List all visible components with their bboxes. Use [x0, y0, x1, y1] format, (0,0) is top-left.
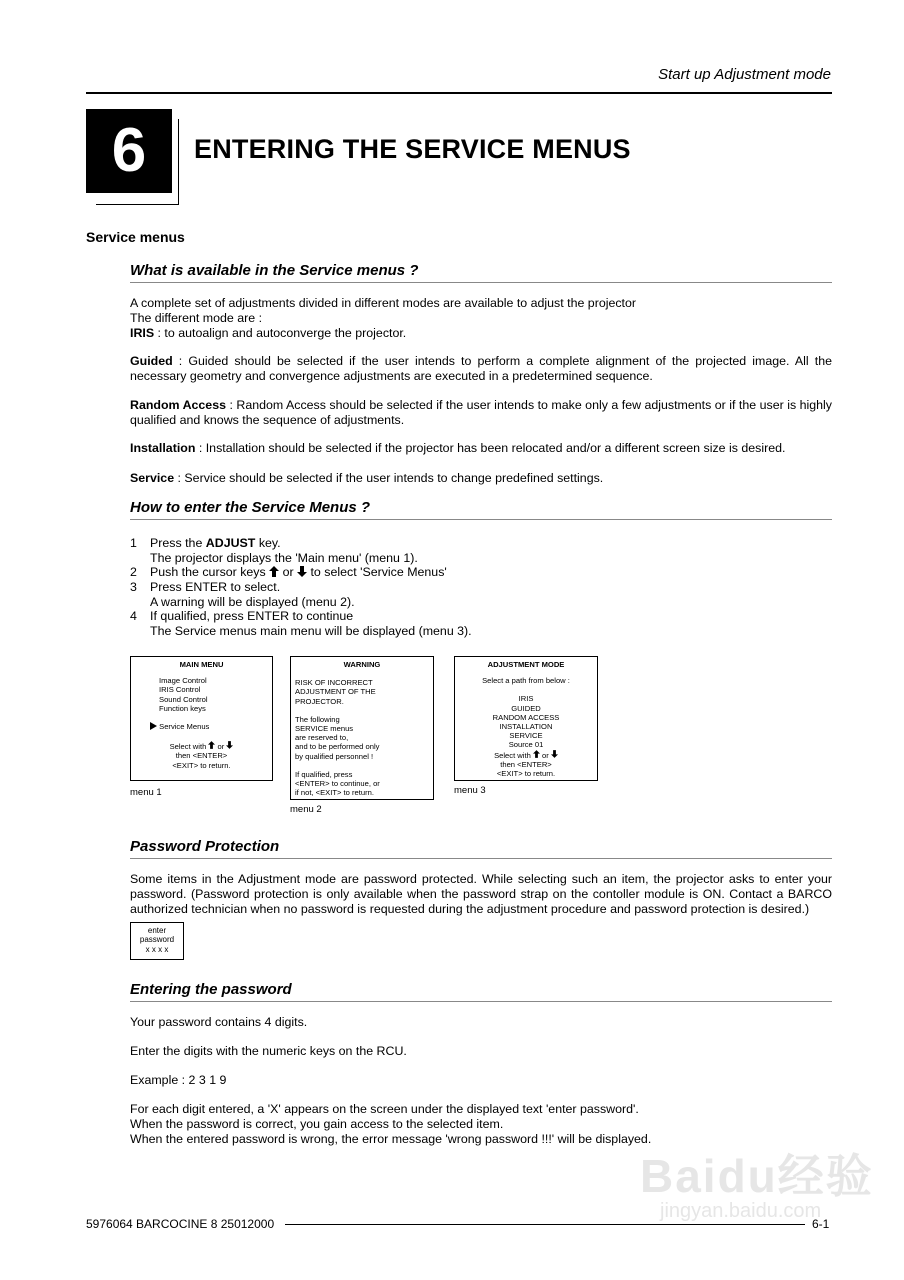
text-line: When the password is correct, you gain access to the selected item.	[130, 1117, 504, 1131]
menu-1-main-menu	[130, 656, 273, 781]
warning-line: if not, <EXIT> to return.	[295, 788, 374, 798]
guided-description	[130, 354, 832, 384]
term: Installation	[130, 441, 196, 455]
term: IRIS	[130, 326, 155, 340]
paragraph: Example : 2 3 1 9	[130, 1073, 227, 1087]
warning-line: If qualified, press	[295, 769, 353, 779]
menu-footer-line	[455, 750, 597, 760]
step-2	[150, 565, 447, 580]
menu-title: MAIN MENU	[179, 660, 224, 669]
watermark-logo: Baidu经验	[640, 1150, 874, 1202]
footer-doc-id: 5976064 BARCOCINE 8 25012000	[86, 1217, 275, 1231]
menu-selected-item	[150, 722, 272, 731]
intro-line: A complete set of adjustments divided in different modes are available to adjust the projector	[130, 296, 637, 310]
box-line: enter	[147, 926, 167, 935]
menu-caption: menu 3	[454, 785, 486, 796]
arrow-down-icon	[226, 741, 233, 749]
menu-footer	[131, 741, 272, 770]
footer-text: Select with	[169, 742, 209, 752]
definition: : to autoalign and autoconverge the projector.	[154, 326, 407, 340]
menu-footer-line: then <ENTER>	[500, 759, 552, 769]
step-number: 1	[130, 536, 137, 550]
section-title: Service menus	[86, 229, 185, 245]
footer-text: or	[539, 750, 551, 760]
menu-item: IRIS Control	[159, 685, 201, 695]
warning-line: and to be performed only	[295, 742, 380, 752]
step-number: 3	[130, 580, 137, 594]
menu-item: Sound Control	[159, 694, 208, 704]
subheading-entering: Entering the password	[130, 981, 292, 998]
warning-line: by qualified personnel !	[295, 751, 374, 761]
watermark-url: jingyan.baidu.com	[660, 1200, 822, 1222]
arrow-up-icon	[269, 566, 279, 577]
step-text: or	[279, 565, 298, 579]
menu-item: Image Control	[159, 676, 207, 686]
page-number: 6-1	[812, 1217, 830, 1231]
menu-caption: menu 1	[130, 787, 162, 798]
step-3-detail: A warning will be displayed (menu 2).	[150, 595, 355, 609]
menu-item: SERVICE	[509, 731, 543, 741]
menu-2-warning	[290, 656, 434, 800]
warning-line: SERVICE menus	[295, 724, 354, 734]
menu-footer-line: <EXIT> to return.	[496, 769, 556, 779]
subheading-password: Password Protection	[130, 838, 280, 855]
arrow-down-icon	[551, 750, 558, 758]
warning-line: RISK OF INCORRECT	[295, 678, 373, 688]
step-4: If qualified, press ENTER to continue	[150, 609, 354, 623]
chapter-box-shadow	[96, 204, 179, 205]
menu-3-adjustment-mode	[454, 656, 598, 781]
spacer	[295, 706, 433, 715]
header-rule	[86, 92, 832, 94]
menu-item: Service Menus	[159, 722, 210, 732]
running-header: Start up Adjustment mode	[658, 66, 831, 83]
menu-footer-line: then <ENTER>	[175, 751, 228, 761]
step-text: Press the	[150, 536, 206, 550]
subheading-rule	[130, 282, 832, 283]
arrow-up-icon	[533, 750, 540, 758]
warning-line: The following	[295, 714, 340, 724]
subheading-howto: How to enter the Service Menus ?	[130, 499, 371, 516]
menu-footer-line: <EXIT> to return.	[172, 760, 231, 770]
intro-paragraph	[130, 296, 832, 341]
box-line: x x x x	[145, 944, 169, 954]
definition: : Service should be selected if the user intends to change predefined settings.	[174, 471, 604, 485]
warning-line: <ENTER> to continue, or	[295, 779, 380, 789]
menu-item: INSTALLATION	[499, 722, 553, 732]
menu-items	[455, 694, 597, 778]
term: Service	[130, 471, 175, 485]
warning-line: are reserved to,	[295, 733, 349, 743]
iris-description	[130, 326, 832, 341]
random-access-description	[130, 398, 832, 428]
step-1-detail: The projector displays the 'Main menu' (menu 1).	[150, 551, 418, 565]
arrow-down-icon	[297, 566, 307, 577]
paragraph: Your password contains 4 digits.	[130, 1015, 308, 1029]
text-line: When the entered password is wrong, the error message 'wrong password !!!' will be displayed.	[130, 1132, 652, 1146]
footer-text: Select with	[494, 750, 533, 760]
warning-line: ADJUSTMENT OF THE	[295, 687, 376, 697]
intro-line: The different mode are :	[130, 311, 263, 325]
menu-item: Source 01	[508, 740, 544, 750]
subheading-rule	[130, 519, 832, 520]
step-text: to select 'Service Menus'	[307, 565, 447, 579]
text-line: For each digit entered, a 'X' appears on the screen under the displayed text 'enter password'.	[130, 1102, 639, 1116]
definition: : Guided should be selected if the user intends to perform a complete alignment of the projected image. All the necessary geometry and convergence adjustments are executed in a predetermined sequence.	[130, 354, 832, 383]
menu-title: WARNING	[343, 660, 381, 669]
definition: : Installation should be selected if the projector has been relocated and/or a different screen size is desired.	[195, 441, 786, 455]
installation-description	[130, 441, 832, 456]
footer-rule	[285, 1224, 805, 1225]
menu-item: GUIDED	[511, 703, 541, 713]
chapter-number-box: 6	[86, 109, 172, 193]
menu-items	[159, 676, 272, 713]
subheading-rule	[130, 858, 832, 859]
term: Random Access	[130, 398, 226, 412]
step-1	[150, 536, 281, 551]
key-name: ADJUST	[205, 536, 256, 550]
menu-item: RANDOM ACCESS	[492, 712, 560, 722]
term: Guided	[130, 354, 173, 368]
step-4-detail: The Service menus main menu will be displayed (menu 3).	[150, 624, 472, 638]
menu-item: IRIS	[518, 694, 534, 704]
step-text: key.	[255, 536, 281, 550]
step-text: Push the cursor keys	[150, 565, 270, 579]
step-number: 2	[130, 565, 137, 579]
spacer	[295, 761, 433, 770]
warning-line: PROJECTOR.	[295, 696, 344, 706]
chapter-title: ENTERING THE SERVICE MENUS	[194, 134, 631, 164]
menu-caption: menu 2	[290, 804, 322, 815]
service-description	[130, 471, 832, 486]
menu-title: ADJUSTMENT MODE	[487, 660, 565, 669]
footer-text: or	[215, 742, 227, 752]
menu-item: Function keys	[159, 703, 206, 713]
menu-body	[295, 678, 433, 797]
paragraph: Enter the digits with the numeric keys on the RCU.	[130, 1044, 407, 1058]
password-prompt-box	[130, 922, 184, 960]
pointer-triangle-icon	[150, 722, 157, 730]
step-3: Press ENTER to select.	[150, 580, 281, 594]
subheading-rule	[130, 1001, 832, 1002]
subheading-available: What is available in the Service menus ?	[130, 262, 419, 279]
box-line: password	[139, 935, 175, 945]
definition: : Random Access should be selected if the user intends to make only a few adjustments or if the user is highly qualified and knows the sequence of adjustments.	[130, 398, 832, 427]
password-paragraph: Some items in the Adjustment mode are password protected. While selecting such an item, the projector asks to enter your password. (Password protection is only available when the password strap on the contoller module is ON. Contact a BARCO authorized technician when no password is requested during the adjustment procedure and password protection is desired.)	[130, 872, 832, 916]
menu-prompt: Select a path from below :	[482, 676, 570, 686]
step-number: 4	[130, 609, 137, 623]
chapter-box-shadow	[178, 119, 179, 205]
menu-footer-line	[131, 741, 272, 751]
